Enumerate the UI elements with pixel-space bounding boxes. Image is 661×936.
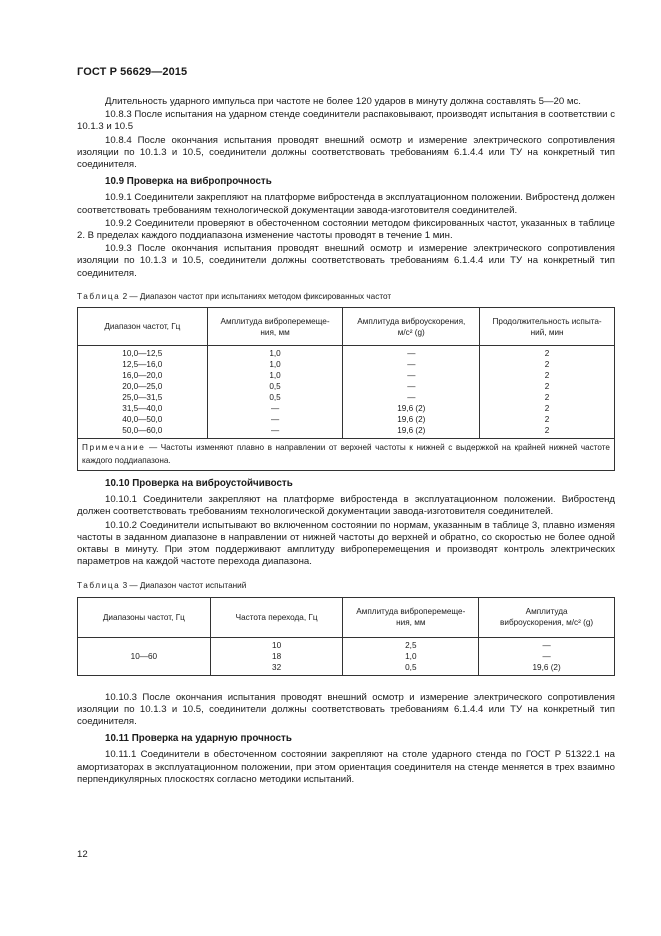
table-2 [77,307,615,471]
document-body [77,96,615,787]
note-label: Примечание [82,443,146,453]
table-2-caption-word: Таблица [77,291,121,301]
paragraph-10-11-1: 10.11.1 Соединители в обесточенном состоянии закрепляют на столе ударного стенда по ГОСТ Р 51322.1 на амортизаторах в эксплуатационном положении, при этом ориентация соединителя на стенде меняется в трех взаимно перпендикулярных плоскостях согласно методики испытаний. [77,749,615,785]
paragraph-impulse-duration: Длительность ударного импульса при частоте не более 120 ударов в минуту должна составлять 5—20 мс. [105,96,581,107]
table-2-col-acceleration: — — — — — 19,6 (2) 19,6 (2) 19,6 (2) [343,346,480,439]
paragraph-10-8-4: 10.8.4 После окончания испытания проводят внешний осмотр и измерение электрического сопротивления изоляции по 10.1.3 и 10.5, соединители должны соответствовать требованиям 6.1.4.4 или ТУ на конкретный тип соединителя. [77,134,615,171]
paragraph-10-9-2: 10.9.2 Соединители проверяют в обесточенном состоянии методом фиксированных частот, указанных в таблице 2. В пределах каждого поддиапазона изменение частоты проводят в течение 1 мин. [77,217,615,242]
page-number: 12 [77,849,88,860]
paragraph-10-10-1: 10.10.1 Соединители закрепляют на платформе вибростенда в эксплуатационном положении. Вибростенд должен соответствовать требованиям технологической документации завода-изготовителя соединителей. [77,494,615,518]
table-2-header-row [78,308,615,346]
paragraph-10-8-3: 10.8.3 После испытания на ударном стенде соединители распаковывают, производят испытания в соответствии с 10.1.3 и 10.5 [77,109,615,133]
paragraph-10-9-3: 10.9.3 После окончания испытания проводят внешний осмотр и измерение электрического сопротивления изоляции по 10.1.3 и 10.5, соединители должны соответствовать требованиям 6.1.4.4 или ТУ на конкретный тип соединителя. [77,243,615,279]
table-3-header-range: Диапазоны частот, Гц [78,597,211,637]
table-3-col-transition: 10 18 32 [210,637,343,675]
table-3-header-transition: Частота перехода, Гц [210,597,343,637]
table-3-col-acceleration: — — 19,6 (2) [479,637,615,675]
document-header: ГОСТ Р 56629—2015 [77,66,188,78]
table-3-header-acceleration: Амплитуда виброускорения, м/с² (g) [479,597,615,637]
heading-10-11: 10.11 Проверка на ударную прочность [105,733,292,745]
heading-10-10: 10.10 Проверка на виброустойчивость [105,478,293,490]
table-3-body [78,637,615,675]
table-2-header-displacement: Амплитуда виброперемеще- ния, мм [207,308,343,346]
table-2-note [78,439,615,471]
table-2-caption [77,291,615,303]
table-2-body [78,346,615,439]
table-3-header-displacement: Амплитуда виброперемеще- ния, мм [343,597,479,637]
table-2-col-displacement: 1,0 1,0 1,0 0,5 0,5 — — — [207,346,343,439]
table-3-caption-text: 3 — Диапазон частот испытаний [122,581,247,591]
paragraph-10-9-1: 10.9.1 Соединители закрепляют на платформе вибростенда в эксплуатационном положении. Вибростенд должен соответствовать требованиям технологической документации завода-изготовителя соединителей. [77,192,615,216]
table-2-header-acceleration: Амплитуда виброускорения, м/с² (g) [343,308,480,346]
paragraph-10-10-2: 10.10.2 Соединители испытывают во включенном состоянии по нормам, указанным в таблице 3, плавно изменяя частоты в заданном диапазоне в направлении от нижней частоты до верхней и обратно, со скоростью не более одной октавы в минуту. При этом поддерживают амплитуду виброперемещения и производят контроль электрических параметров на каждой частоте перехода диапазона. [77,519,615,568]
table-2-header-duration: Продолжительность испыта- ний, мин [480,308,615,346]
table-3-range: 10—60 [78,637,211,675]
table-2-caption-text: 2 — Диапазон частот при испытаниях методом фиксированных частот [122,291,392,301]
heading-10-9: 10.9 Проверка на вибропрочность [105,176,272,188]
table-2-col-range: 10,0—12,5 12,5—16,0 16,0—20,0 20,0—25,0 25,0—31,5 31,5—40,0 40,0—50,0 50,0—60,0 [78,346,208,439]
table-3-col-displacement: 2,5 1,0 0,5 [343,637,479,675]
table-3-header-row [78,597,615,637]
note-text: — Частоты изменяют плавно в направлении от верхней частоты к нижней с выдержкой на крайней нижней частоте каждого поддиапазона. [82,443,610,465]
table-2-header-range: Диапазон частот, Гц [78,308,208,346]
table-2-col-duration: 2 2 2 2 2 2 2 2 [480,346,615,439]
table-3-caption-word: Таблица [77,581,121,591]
table-3-caption [77,580,615,592]
paragraph-10-10-3: 10.10.3 После окончания испытания проводят внешний осмотр и измерение электрического сопротивления изоляции по 10.1.3 и 10.5, соединители должны соответствовать требованиям 6.1.4.4 или ТУ на конкретный тип соединителя. [77,691,615,728]
table-3 [77,597,615,676]
table-2-note-row [78,439,615,471]
